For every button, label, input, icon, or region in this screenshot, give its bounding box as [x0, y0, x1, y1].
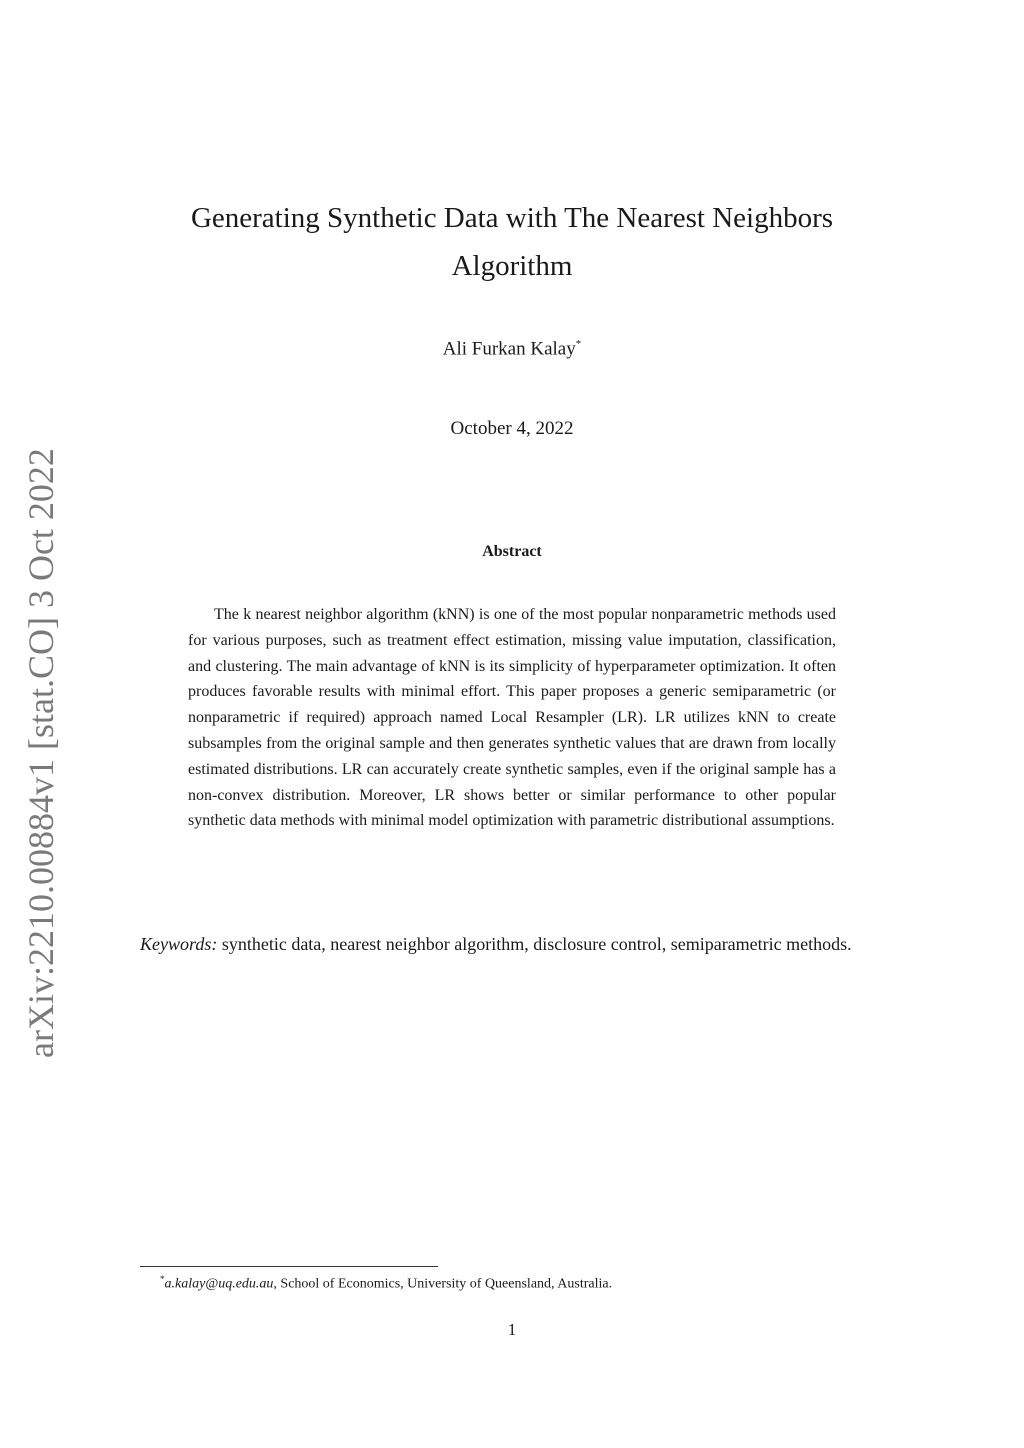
paper-title-line-1: Generating Synthetic Data with The Nearest Neighbors	[190, 202, 834, 234]
keywords	[140, 930, 884, 958]
arxiv-identifier-stamp: arXiv:2210.00884v1 [stat.CO] 3 Oct 2022	[21, 448, 61, 1058]
author-email: a.kalay@uq.edu.au	[164, 1276, 274, 1292]
paper-date: October 4, 2022	[450, 418, 574, 439]
paper-title-line-2: Algorithm	[451, 250, 573, 282]
page-number: 1	[507, 1320, 517, 1339]
author-name: Ali Furkan Kalay	[442, 338, 576, 360]
paper-title	[0, 194, 1024, 290]
author-affiliation: , School of Economics, University of Queensland, Australia.	[273, 1276, 613, 1292]
keywords-text: synthetic data, nearest neighbor algorithm, disclosure control, semiparametric methods.	[221, 934, 852, 954]
footnote-divider	[140, 1266, 438, 1267]
keywords-label: Keywords:	[140, 934, 218, 954]
author-footnote-mark: *	[575, 338, 582, 350]
footnote-mark: *	[160, 1274, 165, 1284]
abstract-heading: Abstract	[482, 543, 542, 560]
author-footnote	[160, 1270, 880, 1294]
abstract-body-text: The k nearest neighbor algorithm (kNN) is one of the most popular nonparametric methods used for various purposes, such as treatment effect estimation, missing value imputation, classification, and clustering. The main advantage of kNN is its simplicity of hyperparameter optimization. It often produces favorable results with minimal effort. This paper proposes a generic semiparametric (or nonparametric if required) approach named Local Resampler (LR). LR utilizes kNN to create subsamples from the original sample and then generates synthetic values that are drawn from locally estimated distributions. LR can accurately create synthetic samples, even if the original sample has a non-convex distribution. Moreover, LR shows better or similar performance to other popular synthetic data methods with minimal model optimization with parametric distributional assumptions.	[188, 606, 836, 830]
paper-author	[0, 338, 1024, 360]
abstract-text	[188, 602, 836, 834]
